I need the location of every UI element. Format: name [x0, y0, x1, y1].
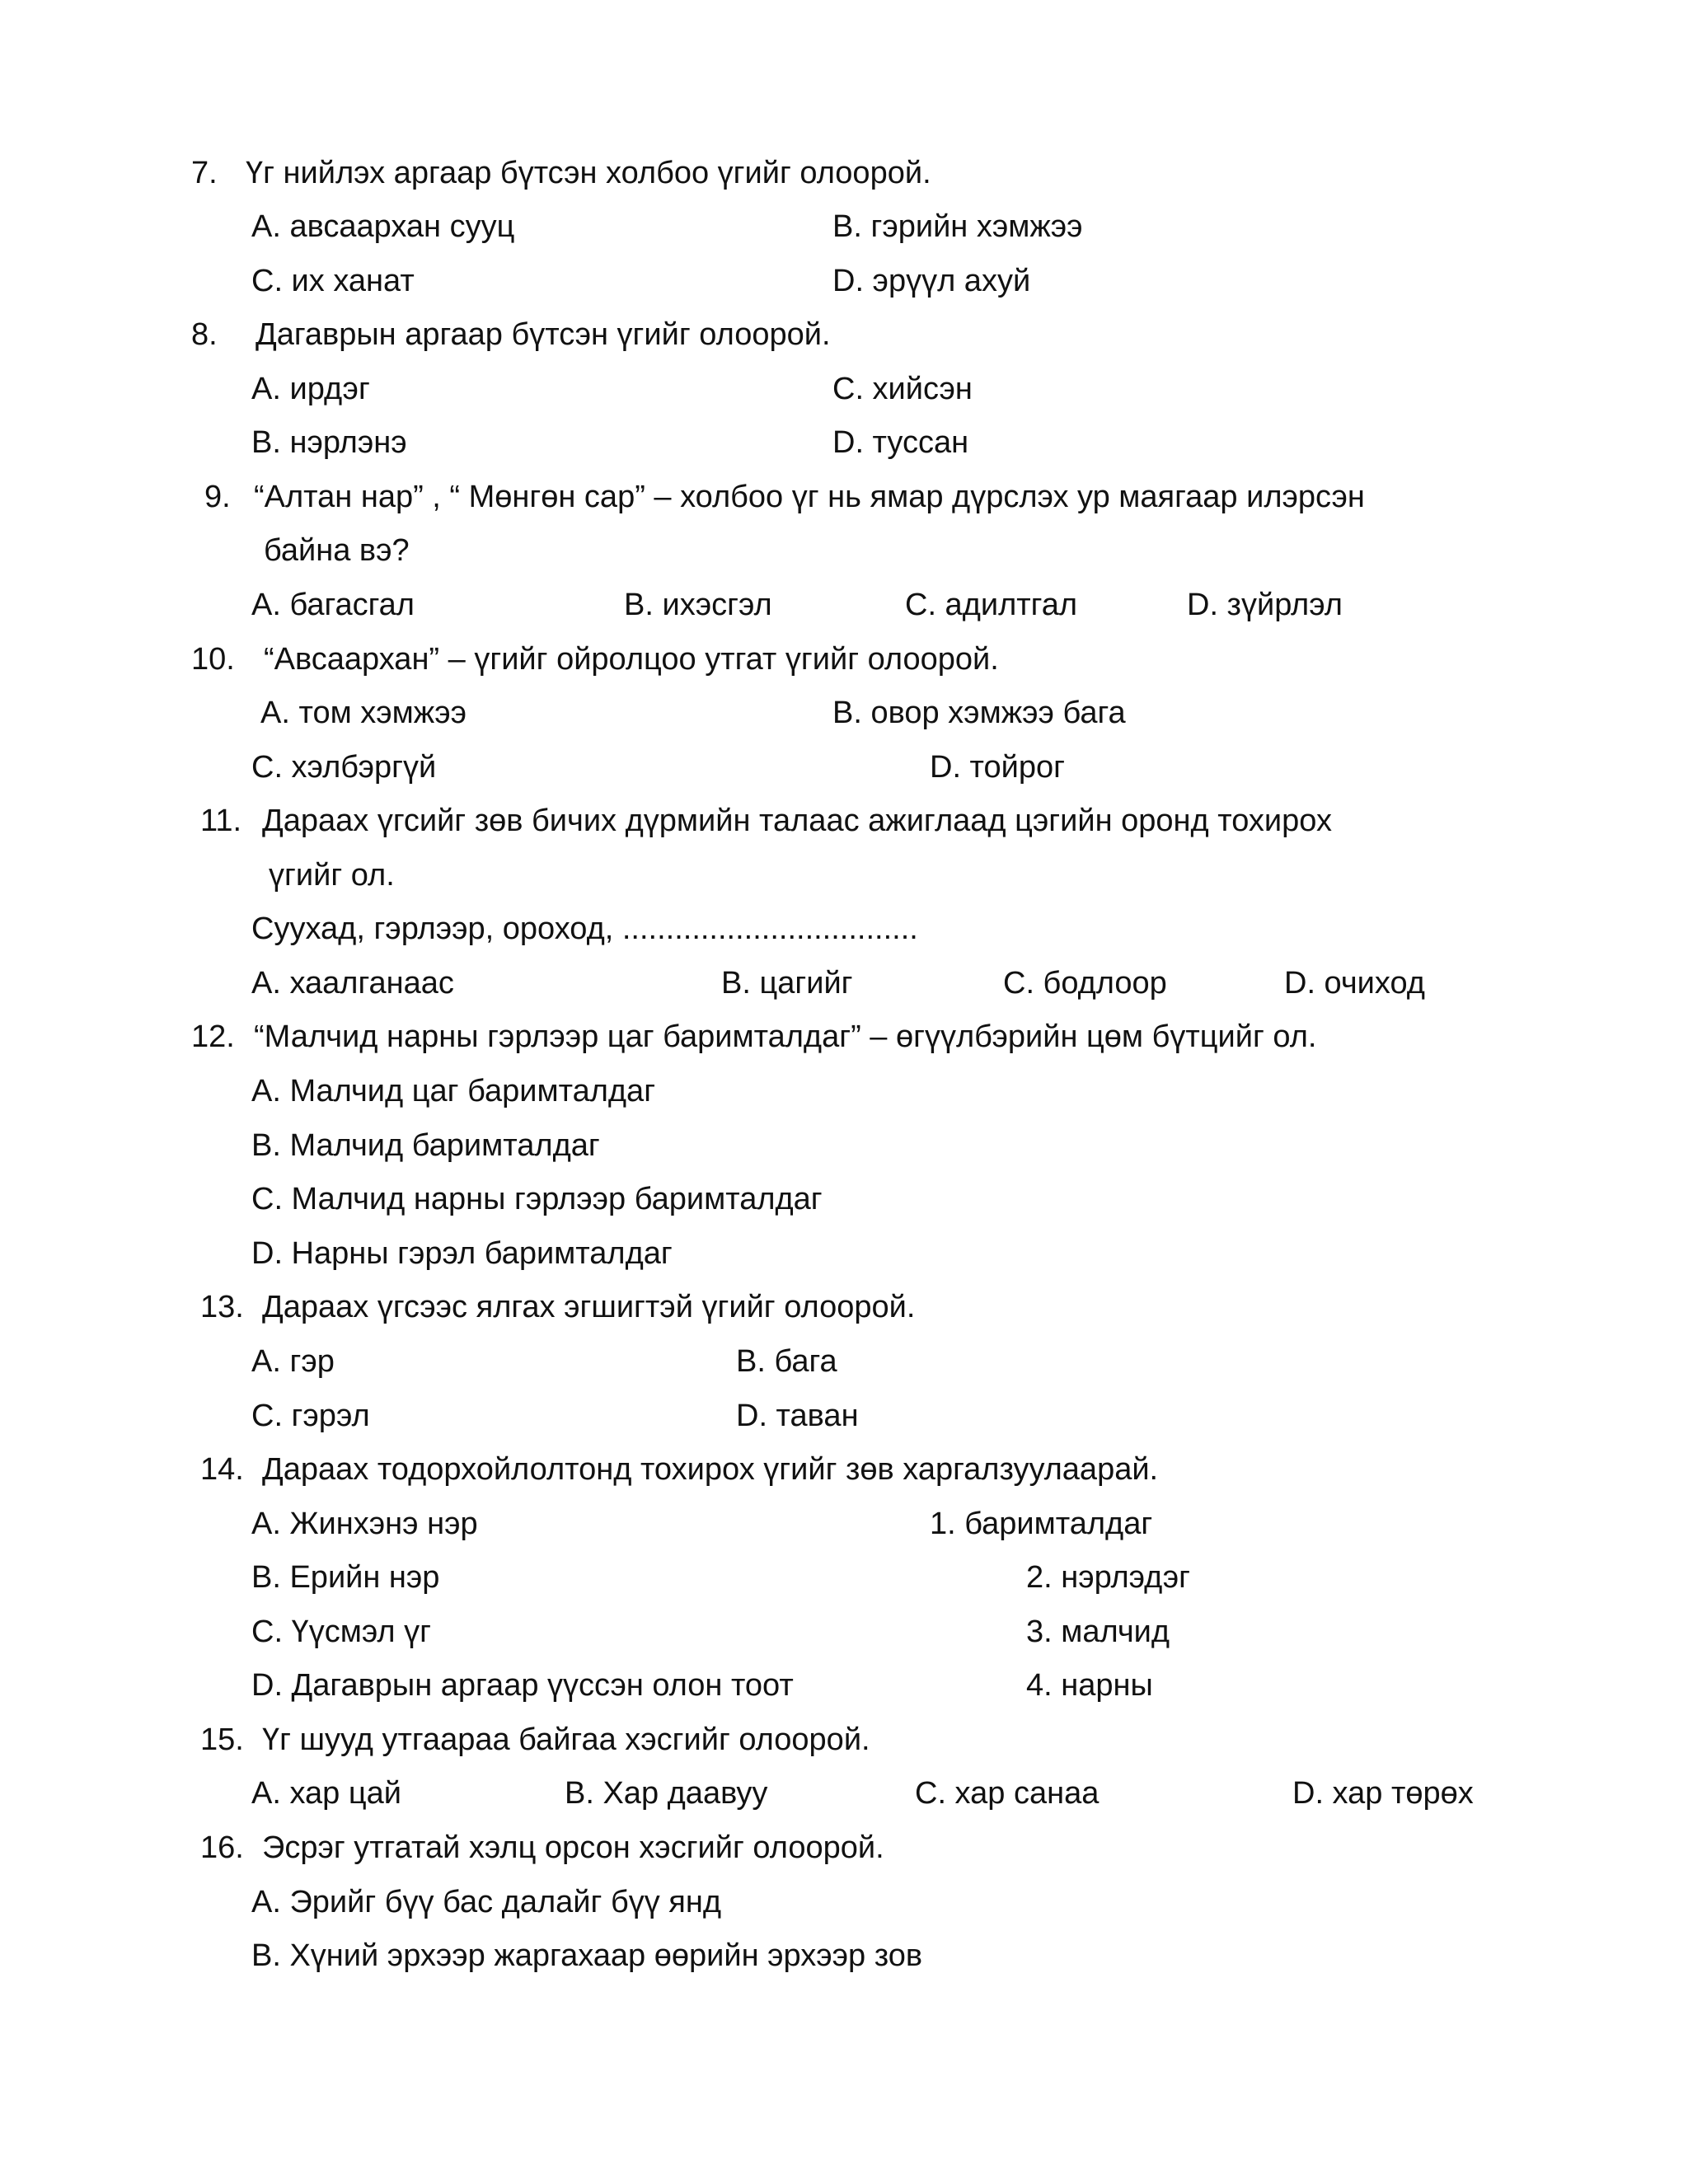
question-text: Дараах үгсийг зөв бичих дүрмийн талаас ажиглаад цэгийн оронд тохирох — [262, 804, 1332, 838]
question-text: Үг шууд утгаараа байгаа хэсгийг олоорой. — [262, 1722, 870, 1757]
answer-option: B. Малчид баримталдаг — [251, 1128, 600, 1163]
example-text: Суухад, гэрлээр, ороход, .................................. — [251, 912, 918, 946]
answer-option: A. хар цай — [251, 1776, 401, 1811]
answer-option: B. Ерийн нэр — [251, 1560, 440, 1595]
answer-option: C. гэрэл — [251, 1399, 370, 1433]
answer-option: D. тойрог — [930, 750, 1066, 785]
question-number: 12. — [191, 1019, 235, 1054]
answer-option: A. хаалганаас — [251, 966, 454, 1001]
question-text-continued: байна вэ? — [264, 533, 410, 568]
match-item: 1. баримталдаг — [930, 1507, 1153, 1541]
answer-option: C. Малчид нарны гэрлээр баримталдаг — [251, 1182, 823, 1216]
answer-option: B. нэрлэнэ — [251, 425, 407, 460]
answer-option: C. адилтгал — [905, 588, 1077, 622]
answer-option: A. Малчид цаг баримталдаг — [251, 1074, 656, 1108]
question-number: 9. — [204, 480, 231, 514]
match-item: 4. нарны — [1026, 1668, 1153, 1703]
answer-option: A. Эрийг бүү бас далайг бүү янд — [251, 1885, 721, 1919]
question-number: 10. — [191, 642, 235, 677]
answer-option: B. цагийг — [721, 966, 853, 1001]
answer-option: D. очиход — [1284, 966, 1425, 1001]
question-text: Дараах үгсээс ялгах эгшигтэй үгийг олоорой. — [262, 1290, 916, 1324]
answer-option: D. Нарны гэрэл баримталдаг — [251, 1236, 673, 1271]
answer-option: C. хийсэн — [832, 372, 973, 406]
question-text: “Авсаархан” – үгийг ойролцоо утгат үгийг олоорой. — [264, 642, 999, 677]
answer-option: D. туссан — [832, 425, 969, 460]
question-number: 11. — [200, 804, 242, 838]
question-number: 13. — [200, 1290, 244, 1324]
answer-option: D. хар төрөх — [1292, 1776, 1474, 1811]
answer-option: D. таван — [736, 1399, 859, 1433]
answer-option: B. Хар даавуу — [565, 1776, 768, 1811]
answer-option: A. багасгал — [251, 588, 415, 622]
answer-option: C. бодлоор — [1003, 966, 1167, 1001]
question-number: 7. — [191, 156, 218, 190]
question-text: “Алтан нар” , “ Мөнгөн сар” – холбоо үг нь ямар дүрслэх ур маягаар илэрсэн — [254, 480, 1365, 514]
answer-option: B. гэрийн хэмжээ — [832, 209, 1083, 244]
answer-option: A. том хэмжээ — [260, 696, 467, 730]
answer-option: D. Дагаврын аргаар үүссэн олон тоот — [251, 1668, 794, 1703]
match-item: 3. малчид — [1026, 1615, 1170, 1649]
answer-option: C. Үүсмэл үг — [251, 1615, 431, 1649]
question-text: Эсрэг утгатай хэлц орсон хэсгийг олоорой. — [262, 1830, 884, 1865]
answer-option: D. эрүүл ахуй — [832, 264, 1031, 298]
answer-option: C. хар санаа — [915, 1776, 1100, 1811]
question-text: “Малчид нарны гэрлээр цаг баримталдаг” – өгүүлбэрийн цөм бүтцийг ол. — [254, 1019, 1317, 1054]
answer-option: A. гэр — [251, 1344, 335, 1379]
question-text: Үг нийлэх аргаар бүтсэн холбоо үгийг олоорой. — [246, 156, 931, 190]
question-text: Дагаврын аргаар бүтсэн үгийг олоорой. — [256, 317, 831, 352]
answer-option: A. Жинхэнэ нэр — [251, 1507, 478, 1541]
answer-option: B. Хүний эрхээр жаргахаар өөрийн эрхээр зов — [251, 1938, 923, 1973]
answer-option: C. хэлбэргүй — [251, 750, 437, 785]
answer-option: A. авсаархан сууц — [251, 209, 515, 244]
answer-option: D. зүйрлэл — [1187, 588, 1343, 622]
match-item: 2. нэрлэдэг — [1026, 1560, 1191, 1595]
answer-option: C. их ханат — [251, 264, 415, 298]
question-text: Дараах тодорхойлолтонд тохирох үгийг зөв харгалзуулаарай. — [262, 1452, 1159, 1487]
answer-option: B. ихэсгэл — [624, 588, 772, 622]
answer-option: A. ирдэг — [251, 372, 370, 406]
question-number: 16. — [200, 1830, 244, 1865]
answer-option: B. овор хэмжээ бага — [832, 696, 1126, 730]
question-text-continued: үгийг ол. — [269, 858, 395, 893]
question-number: 14. — [200, 1452, 244, 1487]
question-number: 8. — [191, 317, 218, 352]
question-number: 15. — [200, 1722, 244, 1757]
answer-option: B. бага — [736, 1344, 837, 1379]
